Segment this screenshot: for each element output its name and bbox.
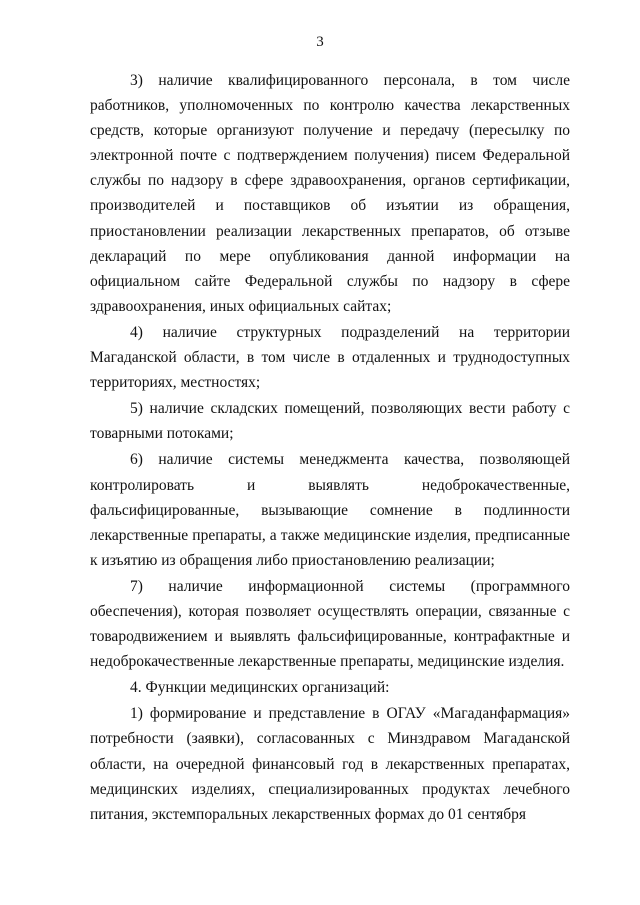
paragraph-item-6: 6) наличие системы менеджмента качества, позволяющей контролировать и выявлять недоброкачественные, фальсифицированные, вызывающие сомнение в подлинности лекарственные препараты, а также медицинские изделия, предписанные к изъятию из обращения либо приостановлению реализации; bbox=[90, 451, 570, 569]
document-body bbox=[90, 68, 570, 827]
paragraph-item-5: 5) наличие складских помещений, позволяющих вести работу с товарными потоками; bbox=[90, 400, 570, 443]
paragraph-item-4: 4) наличие структурных подразделений на территории Магаданской области, в том числе в отдаленных и труднодоступных территориях, местностях; bbox=[90, 323, 570, 392]
section-heading: 4. Функции медицинских организаций: bbox=[130, 679, 390, 697]
paragraph-item-3: 3) наличие квалифицированного персонала, в том числе работников, уполномоченных по контролю качества лекарственных средств, которые организуют получение и передачу (пересылку по электронной почте с подтверждением получения) писем Федеральной службы по надзору в сфере здравоохранения, органов сертификации, производителей и поставщиков об изъятии из обращения, приостановлении реализации лекарственных препаратов, об отзыве деклараций по мере опубликования данной информации на официальном сайте Федеральной службы по надзору в сфере здравоохранения, иных официальных сайтах; bbox=[90, 72, 570, 315]
paragraph-item-7: 7) наличие информационной системы (программного обеспечения), которая позволяет осуществлять операции, связанные с товародвижением и выявлять фальсифицированные, контрафактные и недоброкачественные лекарственные препараты, медицинские изделия. bbox=[90, 577, 570, 671]
page-number: 3 bbox=[316, 34, 324, 50]
paragraph-subitem-1: 1) формирование и представление в ОГАУ «Магаданфармация» потребности (заявки), согласованных с Минздравом Магаданской области, на очередной финансовый год в лекарственных препаратах, медицинских изделиях, специализированных продуктах лечебного питания, экстемпоральных лекарственных формах до 01 сентября bbox=[90, 705, 570, 823]
